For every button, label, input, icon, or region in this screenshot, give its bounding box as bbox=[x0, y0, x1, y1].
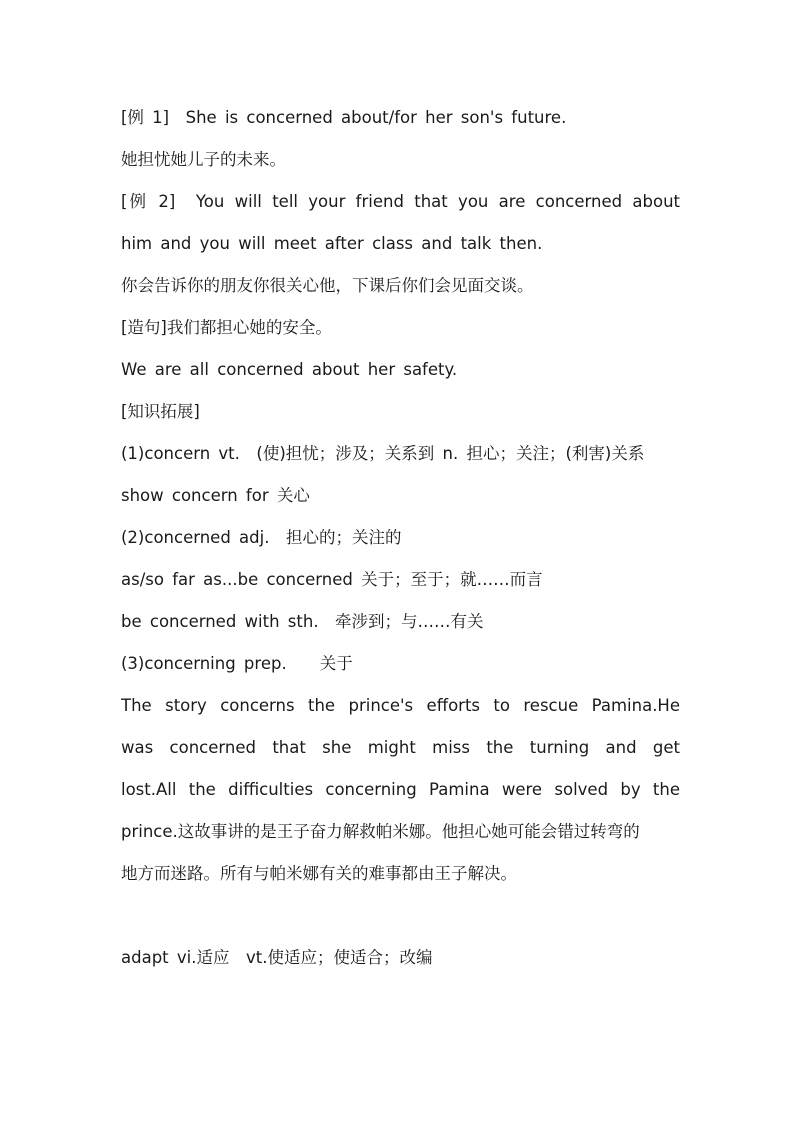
concerned-with-phrase: be concerned with sth. 牵涉到；与……有关 bbox=[121, 612, 484, 631]
example-2-english-line-2: him and you will meet after class and talk then. bbox=[121, 234, 543, 253]
concern-definition: (1)concern vt. (使)担忧；涉及；关系到 n. 担心；关注；(利害)关系 bbox=[121, 444, 645, 463]
concerning-definition: (3)concerning prep. 关于 bbox=[121, 654, 353, 673]
story-paragraph-line-3: lost.All the difficulties concerning Pamina were solved by the bbox=[121, 780, 680, 799]
example-1-english: [例 1] She is concerned about/for her son's future. bbox=[121, 108, 567, 127]
story-paragraph-line-5: 地方而迷路。所有与帕米娜有关的难事都由王子解决。 bbox=[121, 864, 517, 883]
story-paragraph-line-2: was concerned that she might miss the turning and get bbox=[121, 738, 680, 757]
sentence-making-heading: [造句]我们都担心她的安全。 bbox=[121, 318, 332, 337]
as-far-as-phrase: as/so far as...be concerned 关于；至于；就……而言 bbox=[121, 570, 543, 589]
example-2-english-line-1: [例 2] You will tell your friend that you are concerned about bbox=[121, 192, 680, 211]
story-paragraph-line-1: The story concerns the prince's efforts to rescue Pamina.He bbox=[121, 696, 680, 715]
show-concern-phrase: show concern for 关心 bbox=[121, 486, 310, 505]
adapt-definition: adapt vi.适应 vt.使适应；使适合；改编 bbox=[121, 948, 433, 967]
sentence-making-answer: We are all concerned about her safety. bbox=[121, 360, 458, 379]
knowledge-extension-heading: [知识拓展] bbox=[121, 402, 200, 421]
concerned-definition: (2)concerned adj. 担心的；关注的 bbox=[121, 528, 402, 547]
story-paragraph-line-4: prince.这故事讲的是王子奋力解救帕米娜。他担心她可能会错过转弯的 bbox=[121, 822, 640, 841]
example-1-chinese: 她担忧她儿子的未来。 bbox=[121, 150, 286, 169]
example-2-chinese: 你会告诉你的朋友你很关心他，下课后你们会见面交谈。 bbox=[121, 276, 534, 295]
